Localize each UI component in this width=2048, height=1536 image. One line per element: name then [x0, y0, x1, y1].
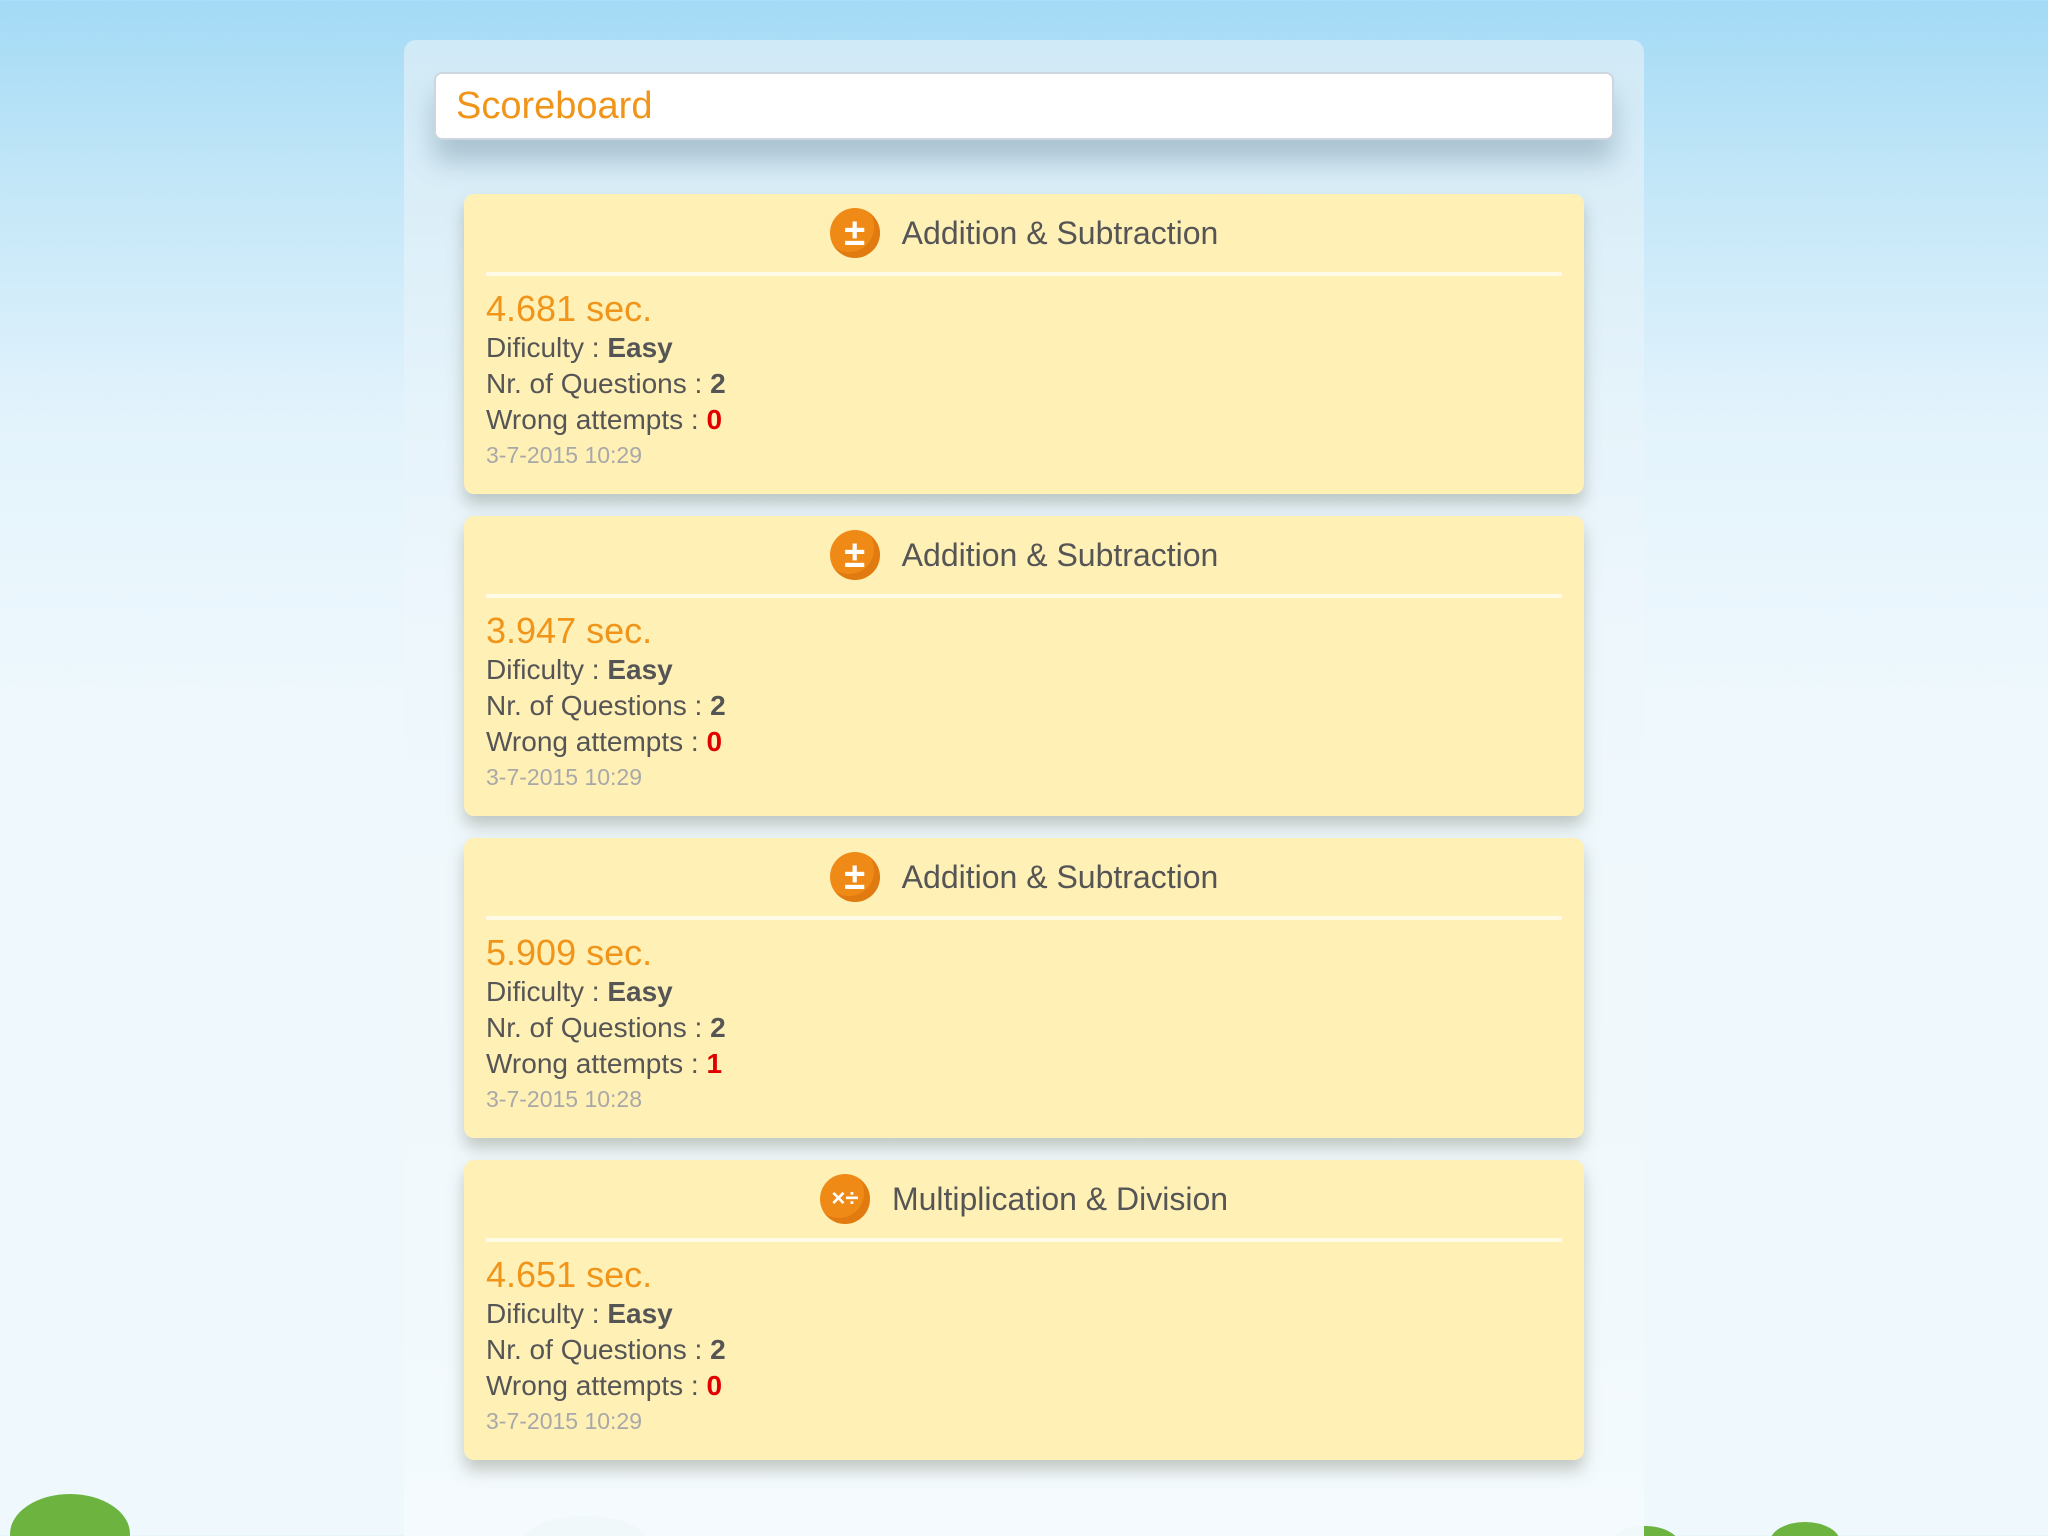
difficulty-value: Easy: [607, 654, 673, 685]
questions-value: 2: [710, 368, 726, 399]
wrong-attempts-label: Wrong attempts :: [486, 404, 707, 435]
difficulty-row: [486, 330, 1562, 366]
difficulty-row: [486, 652, 1562, 688]
score-date: 3-7-2015 10:29: [486, 1408, 643, 1434]
scoreboard-header: [434, 72, 1614, 140]
wrong-attempts-label: Wrong attempts :: [486, 1048, 707, 1079]
difficulty-label: Dificulty :: [486, 976, 608, 1007]
score-date: 3-7-2015 10:28: [486, 1086, 643, 1112]
operation-name: Multiplication & Division: [891, 1180, 1229, 1217]
questions-value: 2: [710, 1334, 726, 1365]
page-title: Scoreboard: [456, 84, 653, 127]
wrong-attempts-row: [486, 724, 1562, 760]
score-time: 3.947 sec.: [486, 610, 653, 651]
score-card[interactable]: [464, 194, 1584, 494]
difficulty-row: [486, 974, 1562, 1010]
score-time: 4.681 sec.: [486, 288, 653, 329]
score-card-header: [486, 516, 1562, 598]
bush-far-right-decoration: [1770, 1522, 1840, 1536]
questions-label: Nr. of Questions :: [486, 1334, 711, 1365]
wrong-attempts-label: Wrong attempts :: [486, 1370, 707, 1401]
wrong-attempts-label: Wrong attempts :: [486, 726, 707, 757]
score-card-header: [486, 194, 1562, 276]
score-date: 3-7-2015 10:29: [486, 764, 643, 790]
questions-label: Nr. of Questions :: [486, 690, 711, 721]
multiply-divide-icon: ×÷: [820, 1174, 870, 1224]
plus-minus-icon: ±: [830, 208, 880, 258]
difficulty-label: Dificulty :: [486, 1298, 608, 1329]
wrong-attempts-value: 0: [706, 726, 723, 757]
score-card[interactable]: [464, 1160, 1584, 1460]
bush-left-decoration: [10, 1494, 130, 1536]
questions-label: Nr. of Questions :: [486, 368, 711, 399]
questions-row: [486, 366, 1562, 402]
score-time: 5.909 sec.: [486, 932, 653, 973]
wrong-attempts-row: [486, 1046, 1562, 1082]
difficulty-value: Easy: [607, 976, 673, 1007]
score-date: 3-7-2015 10:29: [486, 442, 643, 468]
difficulty-row: [486, 1296, 1562, 1332]
questions-row: [486, 688, 1562, 724]
plus-minus-icon: ±: [830, 530, 880, 580]
operation-name: Addition & Subtraction: [901, 536, 1219, 573]
wrong-attempts-row: [486, 402, 1562, 438]
questions-row: [486, 1010, 1562, 1046]
score-list: [464, 194, 1584, 1482]
difficulty-label: Dificulty :: [486, 332, 608, 363]
questions-value: 2: [710, 690, 726, 721]
difficulty-value: Easy: [607, 332, 673, 363]
questions-label: Nr. of Questions :: [486, 1012, 711, 1043]
wrong-attempts-value: 0: [706, 1370, 723, 1401]
difficulty-label: Dificulty :: [486, 654, 608, 685]
questions-value: 2: [710, 1012, 726, 1043]
operation-name: Addition & Subtraction: [901, 214, 1219, 251]
score-time: 4.651 sec.: [486, 1254, 653, 1295]
score-card-header: [486, 1160, 1562, 1242]
score-card[interactable]: [464, 516, 1584, 816]
operation-name: Addition & Subtraction: [901, 858, 1219, 895]
plus-minus-icon: ±: [830, 852, 880, 902]
scoreboard-panel: [404, 40, 1644, 1536]
questions-row: [486, 1332, 1562, 1368]
score-card-header: [486, 838, 1562, 920]
difficulty-value: Easy: [607, 1298, 673, 1329]
wrong-attempts-value: 1: [706, 1048, 723, 1079]
wrong-attempts-row: [486, 1368, 1562, 1404]
wrong-attempts-value: 0: [706, 404, 723, 435]
score-card[interactable]: [464, 838, 1584, 1138]
